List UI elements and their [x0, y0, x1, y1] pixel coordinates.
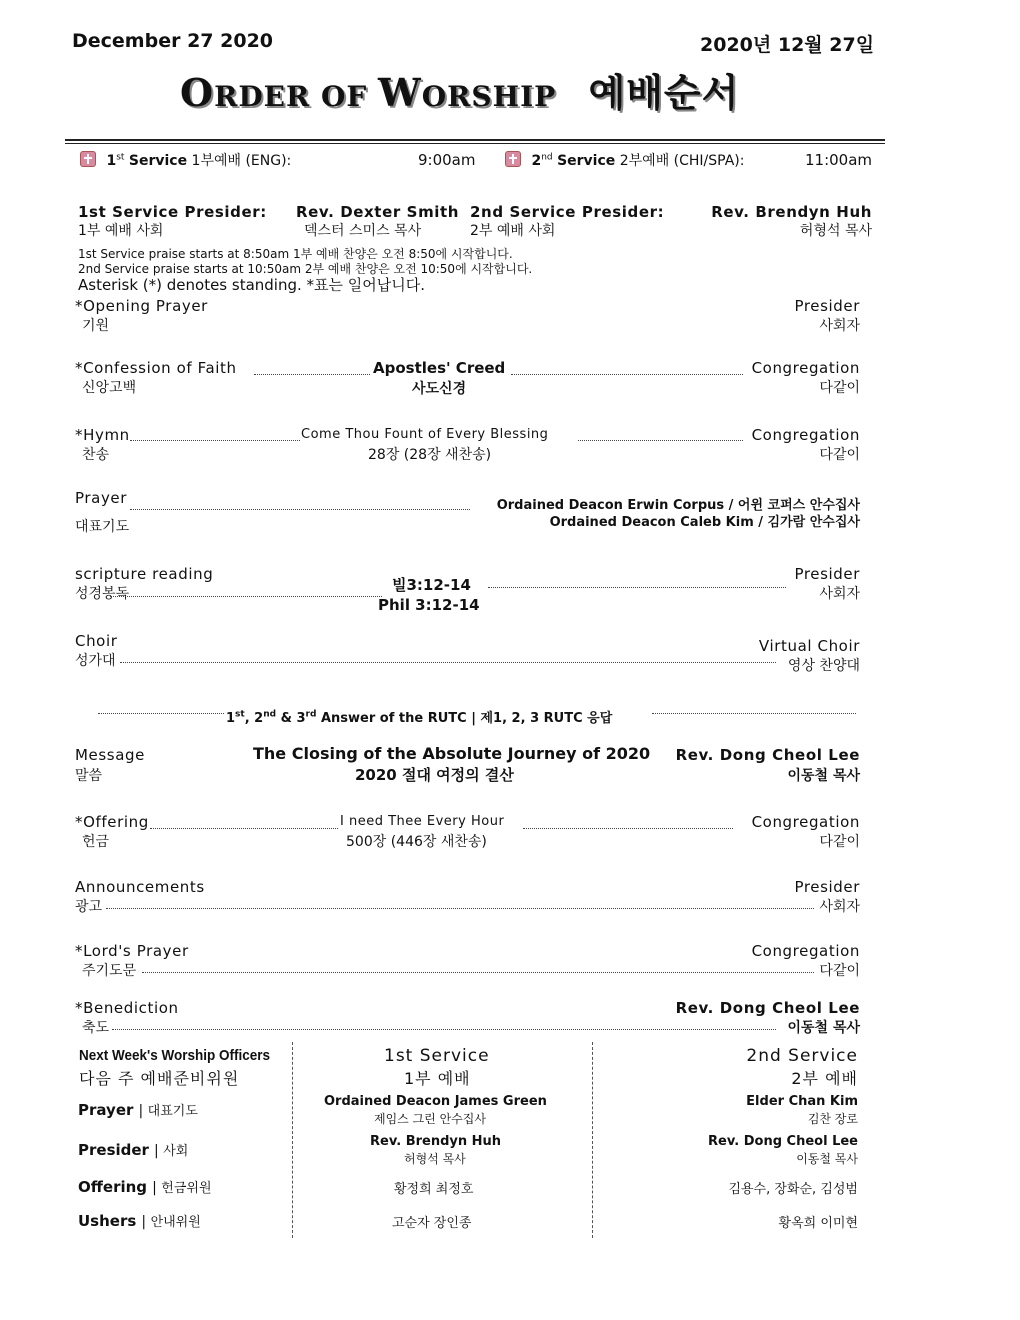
opening-prayer-leader: Presider [794, 297, 860, 315]
prayer-leader-2: Ordained Deacon Caleb Kim / 김가람 안수집사 [549, 515, 860, 530]
confession-creed-ko: 사도신경 [412, 381, 467, 397]
offering-leader-ko: 다같이 [819, 834, 860, 850]
rutc-text: Answer of the RUTC | 제1, 2, 3 RUTC 응답 [320, 711, 613, 726]
confession-label-ko: 신앙고백 [82, 380, 137, 396]
lords-prayer-leader: Congregation [751, 942, 860, 960]
leader-dots [578, 440, 743, 441]
title-rder: RDER [214, 80, 311, 113]
first-service-word: Service [128, 153, 188, 169]
officer-first: 고순자 장인종 [392, 1216, 472, 1231]
table-divider [292, 1042, 293, 1238]
leader-dots [523, 828, 733, 829]
second-service-desc: 2부예배 (CHI/SPA): [619, 153, 745, 169]
officers-heading-ko: 다음 주 예배준비위원 [79, 1069, 240, 1088]
prayer-label: Prayer [75, 489, 128, 507]
offering-hymn: I need Thee Every Hour [340, 814, 505, 829]
hymn-label: *Hymn [75, 426, 130, 444]
second-service-time: 11:00am [805, 151, 873, 169]
note-standing: Asterisk (*) denotes standing. *표는 일어납니다. [78, 276, 426, 294]
date-english: December 27 2020 [72, 30, 274, 52]
confession-creed: Apostles' Creed [373, 359, 506, 377]
confession-leader-ko: 다같이 [819, 380, 860, 396]
date-korean: 2020년 12월 27일 [700, 34, 875, 56]
announcements-leader: Presider [794, 878, 860, 896]
officer-second: 김용수, 장화순, 김성범 [728, 1182, 858, 1197]
second-service-sup: nd [541, 152, 553, 163]
choir-label-ko: 성가대 [75, 653, 116, 669]
cross-icon [505, 151, 521, 167]
message-preacher: Rev. Dong Cheol Lee [675, 746, 860, 764]
officer-first: Rev. Brendyn Huh [370, 1134, 502, 1149]
first-service-desc: 1부예배 (ENG): [191, 153, 292, 169]
benediction-leader-ko: 이동철 목사 [787, 1020, 860, 1036]
first-presider-title: 1st Service Presider: [78, 203, 267, 221]
rutc-1: 1 [226, 711, 236, 726]
officer-first: Ordained Deacon James Green [324, 1094, 547, 1109]
leader-dots [488, 587, 786, 588]
offering-hymn-number: 500장 (446장 새찬송) [346, 834, 487, 850]
second-presider-title-ko: 2부 예배 사회 [470, 223, 556, 239]
second-service-word: Service [557, 153, 616, 169]
officer-first-ko: 제임스 그린 안수집사 [374, 1112, 486, 1126]
table-row: Ushers | 안내위원 [78, 1212, 201, 1230]
benediction-label: *Benediction [75, 999, 179, 1017]
choir-leader: Virtual Choir [758, 637, 860, 655]
table-row: Prayer | 대표기도 [78, 1101, 198, 1119]
lords-prayer-label: *Lord's Prayer [75, 942, 189, 960]
confession-label: *Confession of Faith [75, 359, 237, 377]
rutc-and: & 3 [280, 711, 306, 726]
rutc-comma: , 2 [244, 711, 264, 726]
second-service-num: 2 [531, 153, 542, 169]
officer-role: Prayer [78, 1101, 134, 1119]
officer-first-ko: 허형석 목사 [404, 1152, 466, 1166]
officers-heading: Next Week's Worship Officers [79, 1047, 271, 1064]
rutc-2-sup: nd [263, 709, 277, 720]
leader-dots [106, 908, 814, 909]
cross-icon [80, 151, 96, 167]
first-service-num: 1 [106, 153, 117, 169]
second-service-line [505, 150, 744, 170]
officer-role-ko: 안내위원 [150, 1215, 201, 1230]
prayer-label-ko: 대표기도 [75, 519, 130, 535]
first-presider-title-ko: 1부 예배 사회 [78, 223, 164, 239]
table-row: Offering | 헌금위원 [78, 1178, 212, 1196]
officer-role-ko: 대표기도 [147, 1104, 198, 1119]
first-presider-name-ko: 덱스터 스미스 목사 [304, 223, 422, 239]
title-of: OF [310, 80, 379, 113]
sermon-title-ko: 2020 절대 여정의 결산 [355, 766, 514, 784]
officer-role-ko: 사회 [163, 1144, 189, 1159]
officer-second: 황옥희 이미현 [778, 1216, 858, 1231]
scripture-leader-ko: 사회자 [819, 586, 860, 602]
choir-label: Choir [75, 632, 118, 650]
first-service-line [80, 150, 291, 170]
hymn-number: 28장 (28장 새찬송) [368, 447, 492, 463]
message-preacher-ko: 이동철 목사 [787, 768, 860, 784]
opening-prayer-label: *Opening Prayer [75, 297, 208, 315]
officer-role: Presider [78, 1141, 149, 1159]
leader-dots [110, 596, 382, 597]
scripture-label: scripture reading [75, 565, 214, 583]
lords-prayer-label-ko: 주기도문 [82, 963, 137, 979]
officer-first: 황정희 최정호 [394, 1182, 474, 1197]
divider-top-thin [65, 143, 885, 144]
offering-label-ko: 헌금 [82, 834, 110, 850]
officer-role: Offering [78, 1178, 148, 1196]
divider-top [65, 139, 885, 141]
second-presider-name-ko: 허형석 목사 [799, 223, 872, 239]
rutc-1-sup: st [235, 709, 245, 720]
first-service-time: 9:00am [418, 151, 476, 169]
title-o: O [180, 70, 215, 115]
benediction-label-ko: 축도 [82, 1020, 110, 1036]
lords-prayer-leader-ko: 다같이 [819, 963, 860, 979]
leader-dots [511, 374, 743, 375]
leader-dots [130, 440, 300, 441]
leader-dots [112, 1029, 776, 1030]
first-service-sup: st [116, 152, 125, 163]
offering-leader: Congregation [751, 813, 860, 831]
scripture-passage: Phil 3:12-14 [378, 596, 480, 614]
officer-second-ko: 이동철 목사 [796, 1152, 858, 1166]
scripture-label-ko: 성경봉독 [75, 586, 130, 602]
scripture-leader: Presider [794, 565, 860, 583]
message-label: Message [75, 746, 145, 764]
confession-leader: Congregation [751, 359, 860, 377]
note-second-praise: 2nd Service praise starts at 10:50am 2부 예배 찬양은 오전 10:50에 시작합니다. [78, 262, 533, 276]
opening-prayer-label-ko: 기원 [82, 318, 110, 334]
col-first-service: 1st Service [384, 1046, 490, 1066]
message-label-ko: 말씀 [75, 768, 103, 784]
leader-dots [120, 662, 776, 663]
offering-label: *Offering [75, 813, 149, 831]
hymn-title: Come Thou Fount of Every Blessing [301, 427, 549, 442]
col-second-service-ko: 2부 예배 [791, 1069, 858, 1088]
opening-prayer-leader-ko: 사회자 [819, 318, 860, 334]
officer-second: Rev. Dong Cheol Lee [708, 1134, 858, 1149]
officer-role: Ushers [78, 1212, 137, 1230]
officer-second: Elder Chan Kim [746, 1094, 858, 1109]
title-korean: 예배순서 [588, 71, 740, 115]
second-presider-name: Rev. Brendyn Huh [711, 203, 872, 221]
title-orship: ORSHIP [421, 80, 557, 113]
page-title [180, 62, 739, 117]
title-w: W [378, 70, 422, 115]
announcements-label: Announcements [75, 878, 205, 896]
hymn-leader-ko: 다같이 [819, 447, 860, 463]
first-presider-name: Rev. Dexter Smith [296, 203, 460, 221]
announcements-label-ko: 광고 [75, 899, 103, 915]
officer-second-ko: 김찬 장로 [807, 1112, 858, 1126]
table-divider [592, 1042, 593, 1238]
table-row: Presider | 사회 [78, 1141, 189, 1159]
note-first-praise: 1st Service praise starts at 8:50am 1부 예배 찬양은 오전 8:50에 시작합니다. [78, 247, 513, 261]
leader-dots [254, 374, 370, 375]
choir-leader-ko: 영상 찬양대 [787, 658, 860, 674]
prayer-leader-1: Ordained Deacon Erwin Corpus / 어윈 코퍼스 안수집사 [496, 498, 860, 513]
sermon-title: The Closing of the Absolute Journey of 2020 [253, 744, 651, 763]
leader-dots [142, 972, 814, 973]
rutc-3-sup: rd [305, 709, 317, 720]
leader-dots [150, 828, 338, 829]
hymn-leader: Congregation [751, 426, 860, 444]
scripture-passage-ko: 빌3:12-14 [392, 576, 471, 594]
leader-dots [130, 509, 470, 510]
col-second-service: 2nd Service [746, 1046, 858, 1066]
hymn-label-ko: 찬송 [82, 447, 110, 463]
benediction-leader: Rev. Dong Cheol Lee [675, 999, 860, 1017]
rutc-answer [226, 707, 612, 726]
officer-role-ko: 헌금위원 [161, 1181, 212, 1196]
announcements-leader-ko: 사회자 [819, 899, 860, 915]
col-first-service-ko: 1부 예배 [404, 1069, 471, 1088]
second-presider-title: 2nd Service Presider: [470, 203, 665, 221]
leader-dots [98, 713, 224, 714]
leader-dots [652, 713, 856, 714]
